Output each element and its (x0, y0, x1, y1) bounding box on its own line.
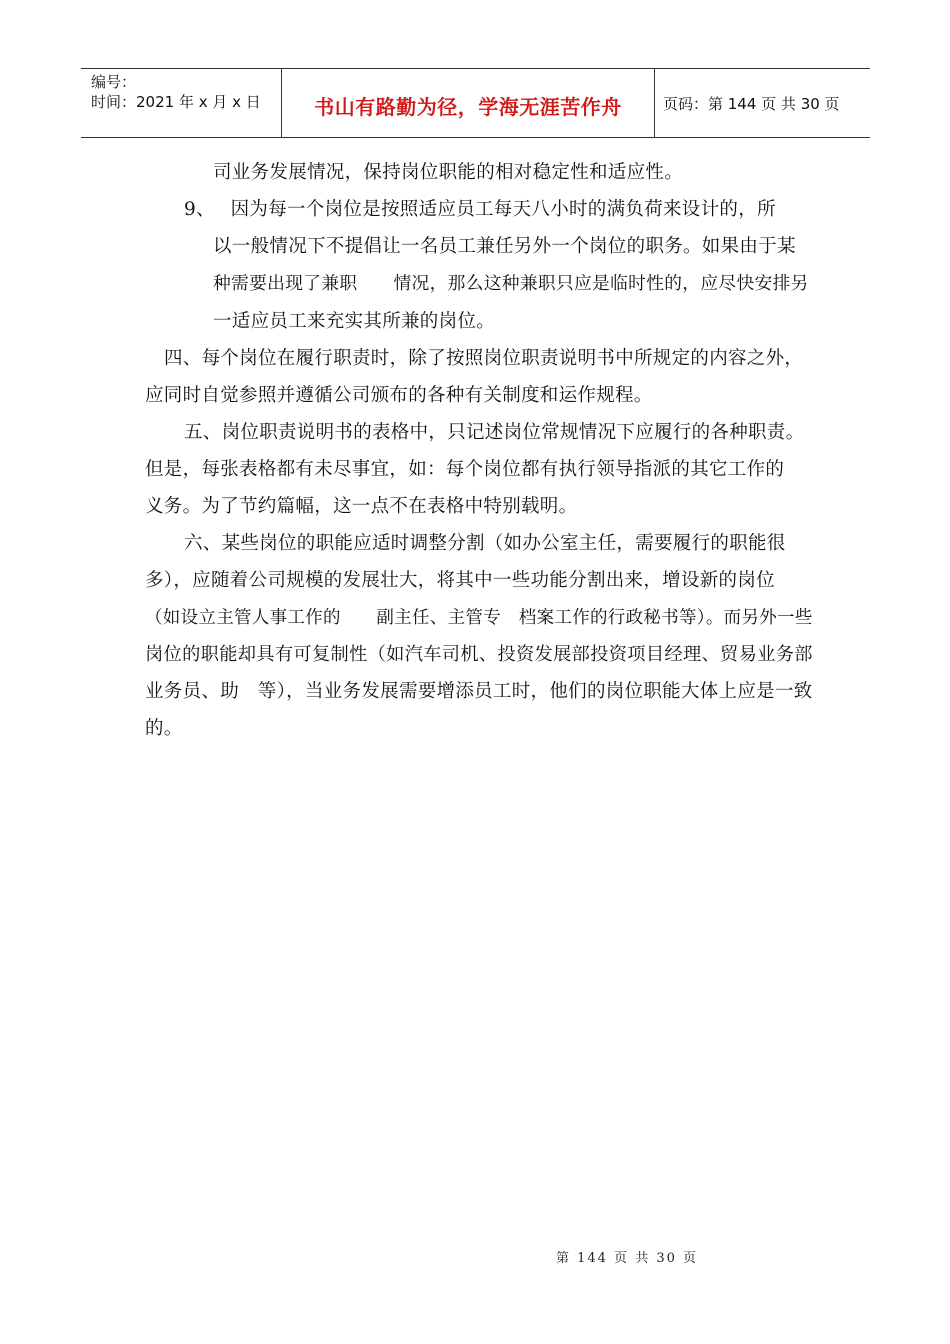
header-page-number: 页码：第 144 页 共 30 页 (663, 95, 840, 113)
page-footer: 第 144 页 共 30 页 (555, 1251, 699, 1266)
body-line: 六、某些岗位的职能应适时调整分割（如办公室主任，需要履行的职能很 (184, 533, 786, 554)
document-date: 时间：2021 年 x 月 x 日 (91, 93, 261, 111)
body-line: 岗位的职能却具有可复制性（如汽车司机、投资发展部投资项目经理、贸易业务部 (145, 644, 813, 665)
body-line: 四、每个岗位在履行职责时，除了按照岗位职责说明书中所规定的内容之外， (164, 348, 804, 369)
body-line: 一适应员工来充实其所兼的岗位。 (213, 311, 496, 332)
body-line: 但是，每张表格都有未尽事宜，如：每个岗位都有执行领导指派的其它工作的 (145, 459, 785, 480)
body-line: （如设立主管人事工作的 副主任、主管专 档案工作的行政秘书等）。而另外一些 (145, 608, 813, 628)
body-line: 多），应随着公司规模的发展壮大，将其中一些功能分割出来，增设新的岗位 (145, 570, 775, 591)
body-line: 义务。为了节约篇幅，这一点不在表格中特别载明。 (145, 496, 578, 517)
body-line: 9、 因为每一个岗位是按照适应员工每天八小时的满负荷来设计的，所 (184, 199, 776, 220)
body-line: 司业务发展情况，保持岗位职能的相对稳定性和适应性。 (213, 162, 684, 183)
body-line: 五、岗位职责说明书的表格中，只记述岗位常规情况下应履行的各种职责。 (184, 422, 805, 443)
document-number: 编号： (91, 73, 137, 91)
body-line: 种需要出现了兼职 情况，那么这种兼职只应是临时性的，应尽快安排另 (213, 274, 809, 294)
body-line: 业务员、助 等），当业务发展需要增添员工时，他们的岗位职能大体上应是一致 (145, 681, 813, 702)
body-line: 应同时自觉参照并遵循公司颁布的各种有关制度和运作规程。 (145, 385, 653, 406)
body-line: 的。 (145, 718, 183, 739)
body-line: 以一般情况下不提倡让一名员工兼任另外一个岗位的职务。如果由于某 (213, 236, 796, 257)
header-motto: 书山有路勤为径，学海无涯苦作舟 (314, 95, 622, 119)
